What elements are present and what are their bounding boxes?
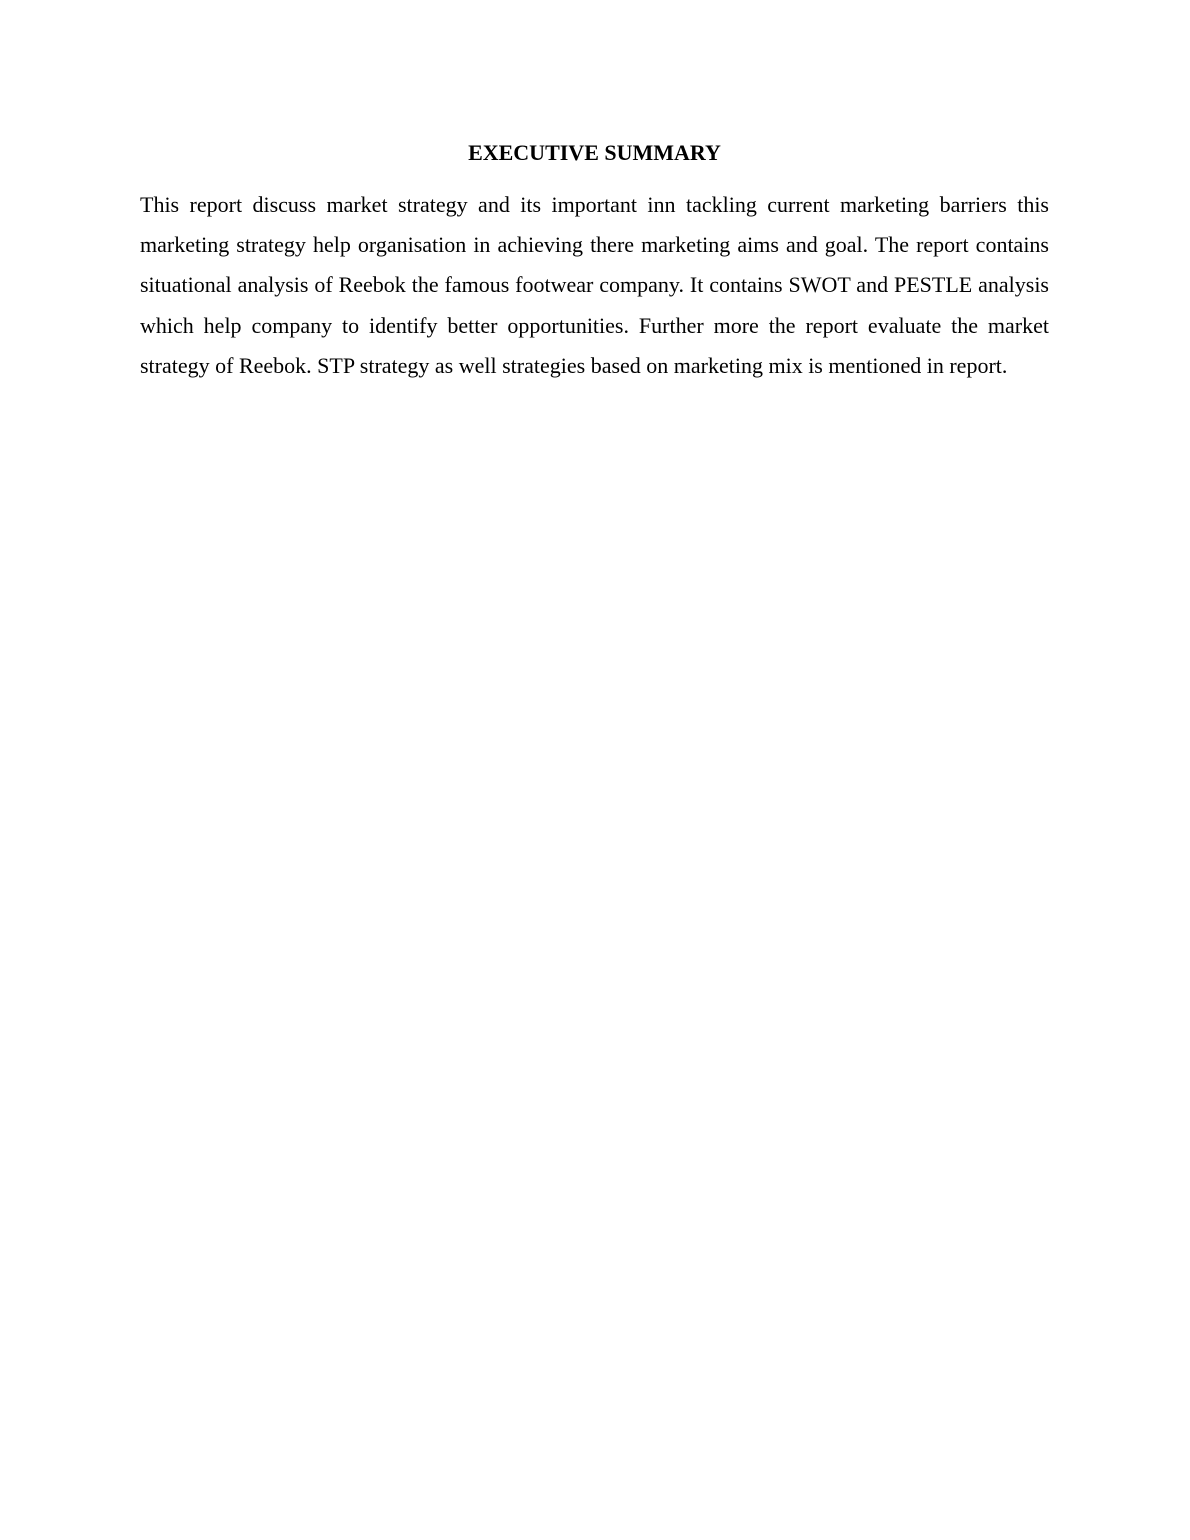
summary-paragraph: This report discuss market strategy and its important inn tackling current marketing barriers this marketing strategy help organisation in achieving there marketing aims and goal. The report contains situational analysis of Reebok the famous footwear company. It contains SWOT and PESTLE analysis which help company to identify better opportunities. Further more the report evaluate the market strategy of Reebok. STP strategy as well strategies based on marketing mix is mentioned in report. (140, 192, 1049, 378)
page-title: EXECUTIVE SUMMARY (468, 140, 721, 165)
